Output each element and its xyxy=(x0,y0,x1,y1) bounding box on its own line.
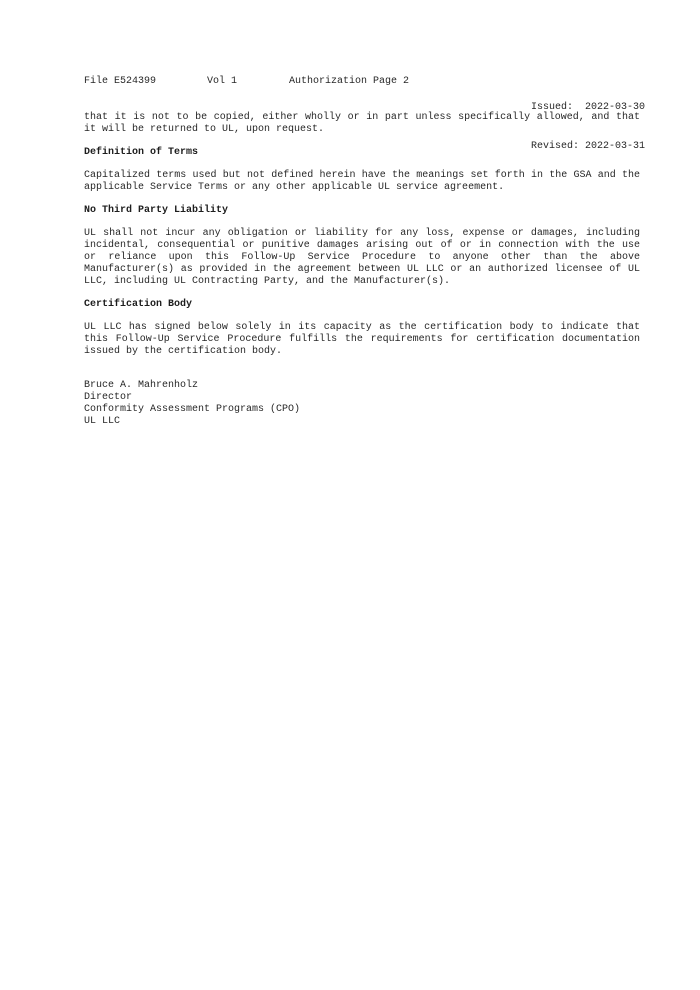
intro-paragraph: that it is not to be copied, either wholly or in part unless specifically allowed, and that it will be returned to UL, upon request. xyxy=(84,112,640,135)
section-heading-definition-of-terms: Definition of Terms xyxy=(84,147,199,158)
section-text-certification-body: UL LLC has signed below solely in its capacity as the certification body to indicate that this Follow-Up Service Procedure fulfills the requirements for certification documentation issued by the certification body. xyxy=(84,322,640,357)
page-title: Authorization Page 2 xyxy=(289,76,410,87)
issued-label: Issued: xyxy=(530,102,573,113)
volume: Vol 1 xyxy=(207,76,238,87)
file-number: File E524399 xyxy=(84,76,157,87)
document-content xyxy=(84,75,645,428)
signature-block xyxy=(84,380,645,428)
section-heading-certification-body: Certification Body xyxy=(84,299,193,310)
issued-date: 2022-03-30 xyxy=(584,102,645,113)
section-text-no-third-party-liability: UL shall not incur any obligation or liability for any loss, expense or damages, including incidental, consequential or punitive damages arising out of or in connection with the use or reliance upon this Follow-Up Service Procedure to anyone other than the above Manufacturer(s) as provided in the agreement between UL LLC or an authorized licensee of UL LLC, including UL Contracting Party, and the Manufacturer(s). xyxy=(84,228,640,287)
signatory-title: Director xyxy=(84,392,133,403)
section-heading-no-third-party-liability: No Third Party Liability xyxy=(84,205,229,216)
revised-date-row xyxy=(531,140,645,153)
issued-date-row xyxy=(531,101,645,114)
date-block xyxy=(531,75,645,179)
section-text-definition-of-terms: Capitalized terms used but not defined herein have the meanings set forth in the GSA and the applicable Service Terms or any other applicable UL service agreement. xyxy=(84,170,640,193)
signatory-department: Conformity Assessment Programs (CPO) xyxy=(84,404,301,415)
signatory-company: UL LLC xyxy=(84,416,121,427)
signatory-name: Bruce A. Mahrenholz xyxy=(84,380,199,391)
revised-label: Revised: xyxy=(530,141,579,152)
revised-date: 2022-03-31 xyxy=(584,141,645,152)
